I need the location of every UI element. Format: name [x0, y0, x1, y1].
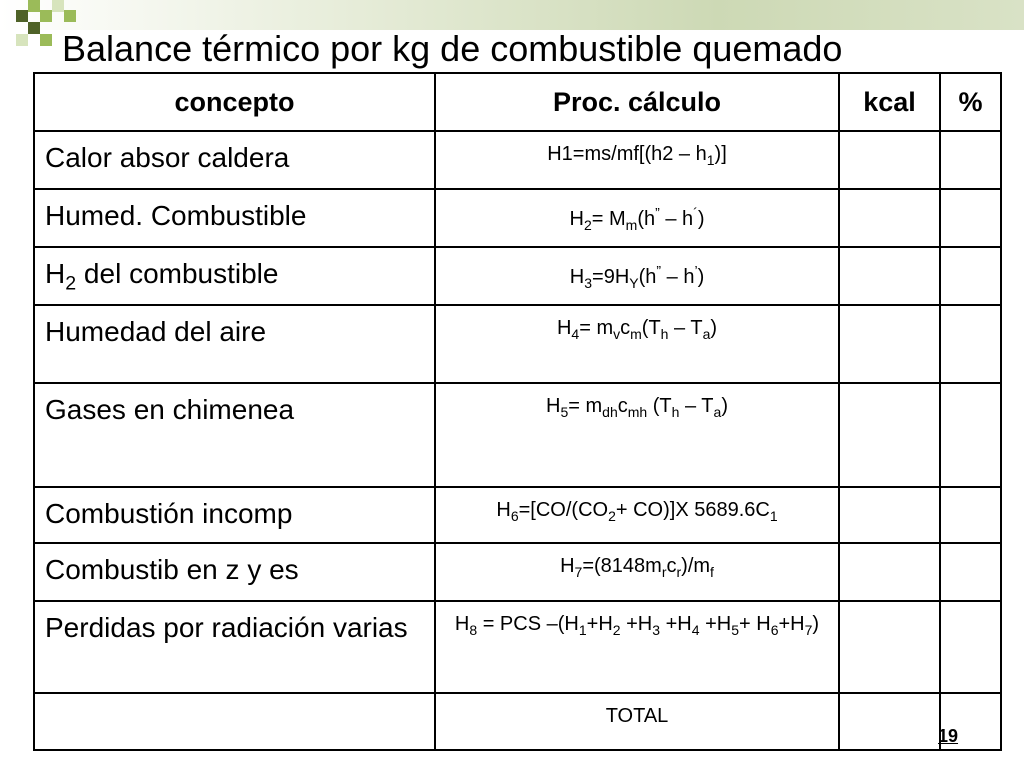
table-row [34, 383, 1001, 487]
text-segment: )] [714, 143, 727, 165]
header-percent: % [940, 73, 1001, 131]
table-row [34, 247, 1001, 305]
text-segment: )/m [681, 555, 711, 577]
subscript-text: v [613, 326, 621, 342]
text-segment: = m [579, 317, 614, 339]
text-segment: (T [641, 317, 661, 339]
text-segment: H [556, 317, 572, 339]
decor-square-light [40, 34, 52, 46]
decor-square-light [28, 0, 40, 12]
kcal-cell [839, 131, 940, 189]
supscript-text: ” [655, 204, 660, 220]
subscript-text: 7 [574, 564, 583, 580]
subscript-text: 4 [571, 326, 580, 342]
kcal-cell [839, 189, 940, 247]
table-row [34, 305, 1001, 383]
text-segment: – h [661, 265, 695, 288]
text-segment: H [560, 555, 575, 577]
subscript-text: 2 [612, 622, 621, 638]
subscript-text: 6 [510, 508, 519, 524]
text-segment: (h [638, 265, 657, 288]
text-segment: c [620, 317, 631, 339]
subscript-text: 1 [769, 508, 778, 524]
subscript-text: r [676, 564, 682, 580]
text-segment: TOTAL [605, 705, 669, 727]
table-header-row [34, 73, 1001, 131]
subscript-text: 3 [652, 622, 661, 638]
concept-cell [34, 601, 435, 693]
subscript-text: dh [602, 404, 618, 420]
subscript-text: a [702, 326, 711, 342]
text-segment: (T [647, 395, 672, 417]
decor-square-light [64, 10, 76, 22]
text-segment: ) [697, 207, 705, 230]
text-segment: – T [668, 317, 703, 339]
table-row [34, 543, 1001, 601]
subscript-text: r [661, 564, 667, 580]
text-segment: c [666, 555, 677, 577]
text-segment: ) [812, 613, 820, 635]
text-segment: =(8148m [582, 555, 662, 577]
subscript-text: 4 [691, 622, 700, 638]
table-row [34, 601, 1001, 693]
decor-square-dark [28, 22, 40, 34]
subscript-text: mh [627, 404, 648, 420]
text-segment: ) [721, 395, 728, 417]
percent-cell [940, 543, 1001, 601]
text-segment: c [617, 395, 628, 417]
text-segment: ) [697, 265, 705, 288]
concept-cell [34, 247, 435, 305]
table-row [34, 131, 1001, 189]
decor-square-pale [52, 0, 64, 12]
percent-cell [940, 305, 1001, 383]
kcal-cell [839, 693, 940, 750]
subscript-text: h [660, 326, 669, 342]
concept-cell [34, 383, 435, 487]
subscript-text: 2 [583, 216, 592, 233]
text-segment: H [569, 207, 584, 230]
formula-cell [435, 305, 839, 383]
text-segment: = PCS –(H [477, 613, 579, 635]
subscript-text: a [713, 404, 722, 420]
text-segment: H [569, 265, 585, 288]
formula-cell [435, 601, 839, 693]
text-segment: = m [568, 395, 603, 417]
subscript-text: 5 [560, 404, 569, 420]
supscript-text: ’ [694, 262, 698, 278]
text-segment: = M [591, 207, 626, 230]
slide-title: Balance térmico por kg de combustible quemado [62, 28, 843, 69]
concept-cell [34, 693, 435, 750]
text-segment: +H [778, 613, 805, 635]
percent-cell [940, 383, 1001, 487]
text-segment: H [454, 613, 470, 635]
text-segment: del combustible [76, 258, 279, 289]
kcal-cell [839, 487, 940, 543]
text-segment: Gases en chimenea [45, 394, 295, 425]
text-segment: + H [739, 613, 771, 635]
text-segment: H1=ms/mf[(h2 – h [547, 143, 707, 165]
text-segment: H [546, 395, 561, 417]
text-segment: + CO)]X 5689.6C [615, 499, 770, 521]
subscript-text: m [625, 216, 638, 233]
page-number: 19 [938, 726, 959, 746]
subscript-text: f [710, 564, 714, 580]
table-row [34, 693, 1001, 750]
percent-cell [940, 601, 1001, 693]
text-segment: Humedad del aire [45, 316, 267, 347]
text-segment: +H [620, 613, 653, 635]
text-segment: Calor absor caldera [45, 142, 290, 173]
text-segment: Combustión incomp [45, 498, 293, 529]
text-segment: H [496, 499, 511, 521]
text-segment: Combustib en z y es [45, 554, 299, 585]
text-segment: (h [637, 207, 656, 230]
formula-cell [435, 693, 839, 750]
decor-square-light [40, 10, 52, 22]
concept-cell [34, 189, 435, 247]
percent-cell [940, 131, 1001, 189]
text-segment: =9H [592, 265, 630, 288]
concept-cell [34, 543, 435, 601]
percent-cell [940, 189, 1001, 247]
header-concepto: concepto [34, 73, 435, 131]
percent-cell [940, 487, 1001, 543]
concept-cell [34, 305, 435, 383]
decor-square-dark [16, 10, 28, 22]
formula-cell [435, 131, 839, 189]
text-segment: +H [586, 613, 613, 635]
header-proc-calculo: Proc. cálculo [435, 73, 839, 131]
formula-cell [435, 383, 839, 487]
percent-cell [940, 247, 1001, 305]
header-gradient-bar [0, 0, 1024, 30]
formula-cell [435, 247, 839, 305]
table-row [34, 487, 1001, 543]
subscript-text: h [671, 404, 680, 420]
concept-cell [34, 131, 435, 189]
supscript-text: ´ [693, 204, 698, 220]
subscript-text: m [630, 326, 642, 342]
text-segment: – h [659, 207, 694, 230]
subscript-text: 7 [804, 622, 813, 638]
kcal-cell [839, 305, 940, 383]
subscript-text: 2 [608, 508, 616, 524]
subscript-text: 5 [731, 622, 740, 638]
subscript-text: 8 [469, 622, 478, 638]
subscript-text: 2 [65, 272, 77, 295]
subscript-text: 1 [578, 622, 587, 638]
header-kcal: kcal [839, 73, 940, 131]
kcal-cell [839, 543, 940, 601]
text-segment: +H [660, 613, 692, 635]
text-segment: Humed. Combustible [45, 200, 307, 231]
supscript-text: ” [656, 262, 662, 278]
text-segment: Perdidas por radiación varias [45, 612, 408, 643]
decor-square-pale [16, 34, 28, 46]
text-segment: – T [679, 395, 714, 417]
table-row [34, 189, 1001, 247]
subscript-text: 3 [584, 274, 593, 291]
text-segment: +H [699, 613, 732, 635]
kcal-cell [839, 601, 940, 693]
subscript-text: 6 [770, 622, 779, 638]
formula-cell [435, 487, 839, 543]
kcal-cell [839, 383, 940, 487]
text-segment: ) [710, 317, 718, 339]
text-segment: =[CO/(CO [518, 499, 609, 521]
formula-cell [435, 543, 839, 601]
kcal-cell [839, 247, 940, 305]
formula-cell [435, 189, 839, 247]
text-segment: H [45, 258, 66, 289]
subscript-text: Y [629, 274, 639, 291]
concept-cell [34, 487, 435, 543]
heat-balance-table [33, 72, 1002, 751]
subscript-text: 1 [706, 152, 715, 168]
